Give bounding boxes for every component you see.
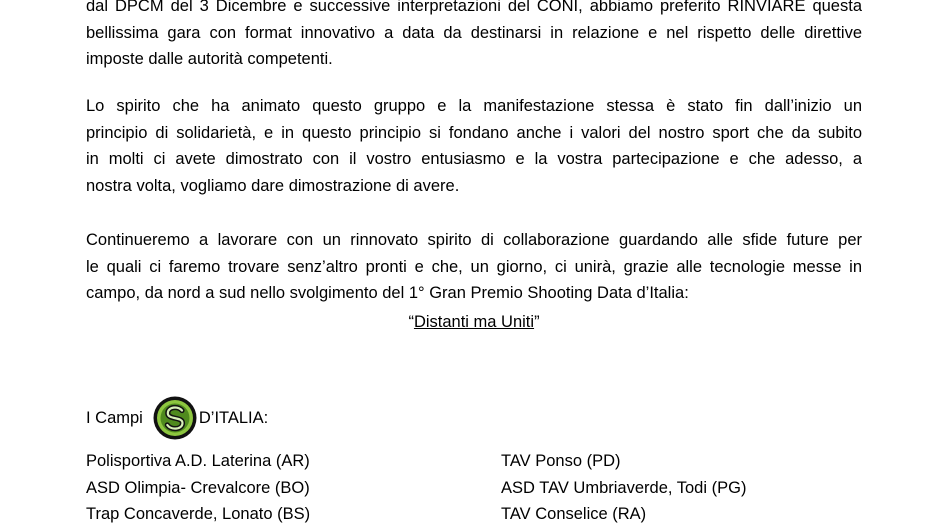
fields-list-right bbox=[501, 448, 746, 528]
campi-suffix: D’ITALIA: bbox=[198, 408, 269, 427]
shooting-data-logo-icon bbox=[153, 396, 197, 440]
list-item: ASD Olimpia- Crevalcore (BO) bbox=[86, 478, 310, 497]
paragraph-spirito bbox=[86, 93, 862, 199]
list-item: Polisportiva A.D. Laterina (AR) bbox=[86, 452, 310, 470]
paragraph-line: bellissima gara con format innovativo a data da destinarsi in relazione e nel rispetto delle direttive bbox=[86, 23, 862, 42]
paragraph-line: Continueremo a lavorare con un rinnovato spirito di collaborazione guardando alle sfide future per bbox=[86, 231, 862, 249]
paragraph-line: principio di solidarietà, e in questo principio si fondano anche i valori del nostro sport che da subito bbox=[86, 123, 862, 142]
paragraph-line: dal DPCM del 3 Dicembre e successive interpretazioni del CONI, abbiamo preferito RINVIARE questa bbox=[86, 0, 862, 15]
list-item: TAV Conselice (RA) bbox=[501, 505, 647, 523]
campi-heading bbox=[86, 395, 268, 441]
list-item: TAV Ponso (PD) bbox=[501, 452, 621, 470]
list-item: Trap Concaverde, Lonato (BS) bbox=[86, 505, 311, 523]
slogan-text: Distanti ma Uniti bbox=[413, 313, 535, 331]
paragraph-line: le quali ci faremo trovare senz’altro pronti e che, un giorno, ci unirà, grazie alle tecnologie messe in bbox=[86, 257, 862, 276]
list-item: ASD TAV Umbriaverde, Todi (PG) bbox=[501, 478, 747, 497]
paragraph-rinvio bbox=[86, 0, 862, 73]
slogan-open-quote: “ bbox=[408, 313, 414, 331]
paragraph-line: campo, da nord a sud nello svolgimento del 1° Gran Premio Shooting Data d’Italia: bbox=[86, 284, 689, 302]
paragraph-continueremo bbox=[86, 227, 862, 307]
slogan-line bbox=[86, 309, 862, 336]
paragraph-line: imposte dalle autorità competenti. bbox=[86, 50, 333, 68]
paragraph-line: in molti ci avete dimostrato con il vostro entusiasmo e la vostra partecipazione e che adesso, a bbox=[86, 150, 862, 168]
slogan-close-quote: ” bbox=[534, 313, 540, 331]
paragraph-line: nostra volta, vogliamo dare dimostrazione di avere. bbox=[86, 176, 460, 195]
fields-list-left bbox=[86, 448, 310, 528]
campi-prefix: I Campi bbox=[86, 408, 143, 427]
paragraph-line: Lo spirito che ha animato questo gruppo e la manifestazione stessa è stato fin dall’inizio un bbox=[86, 97, 862, 115]
